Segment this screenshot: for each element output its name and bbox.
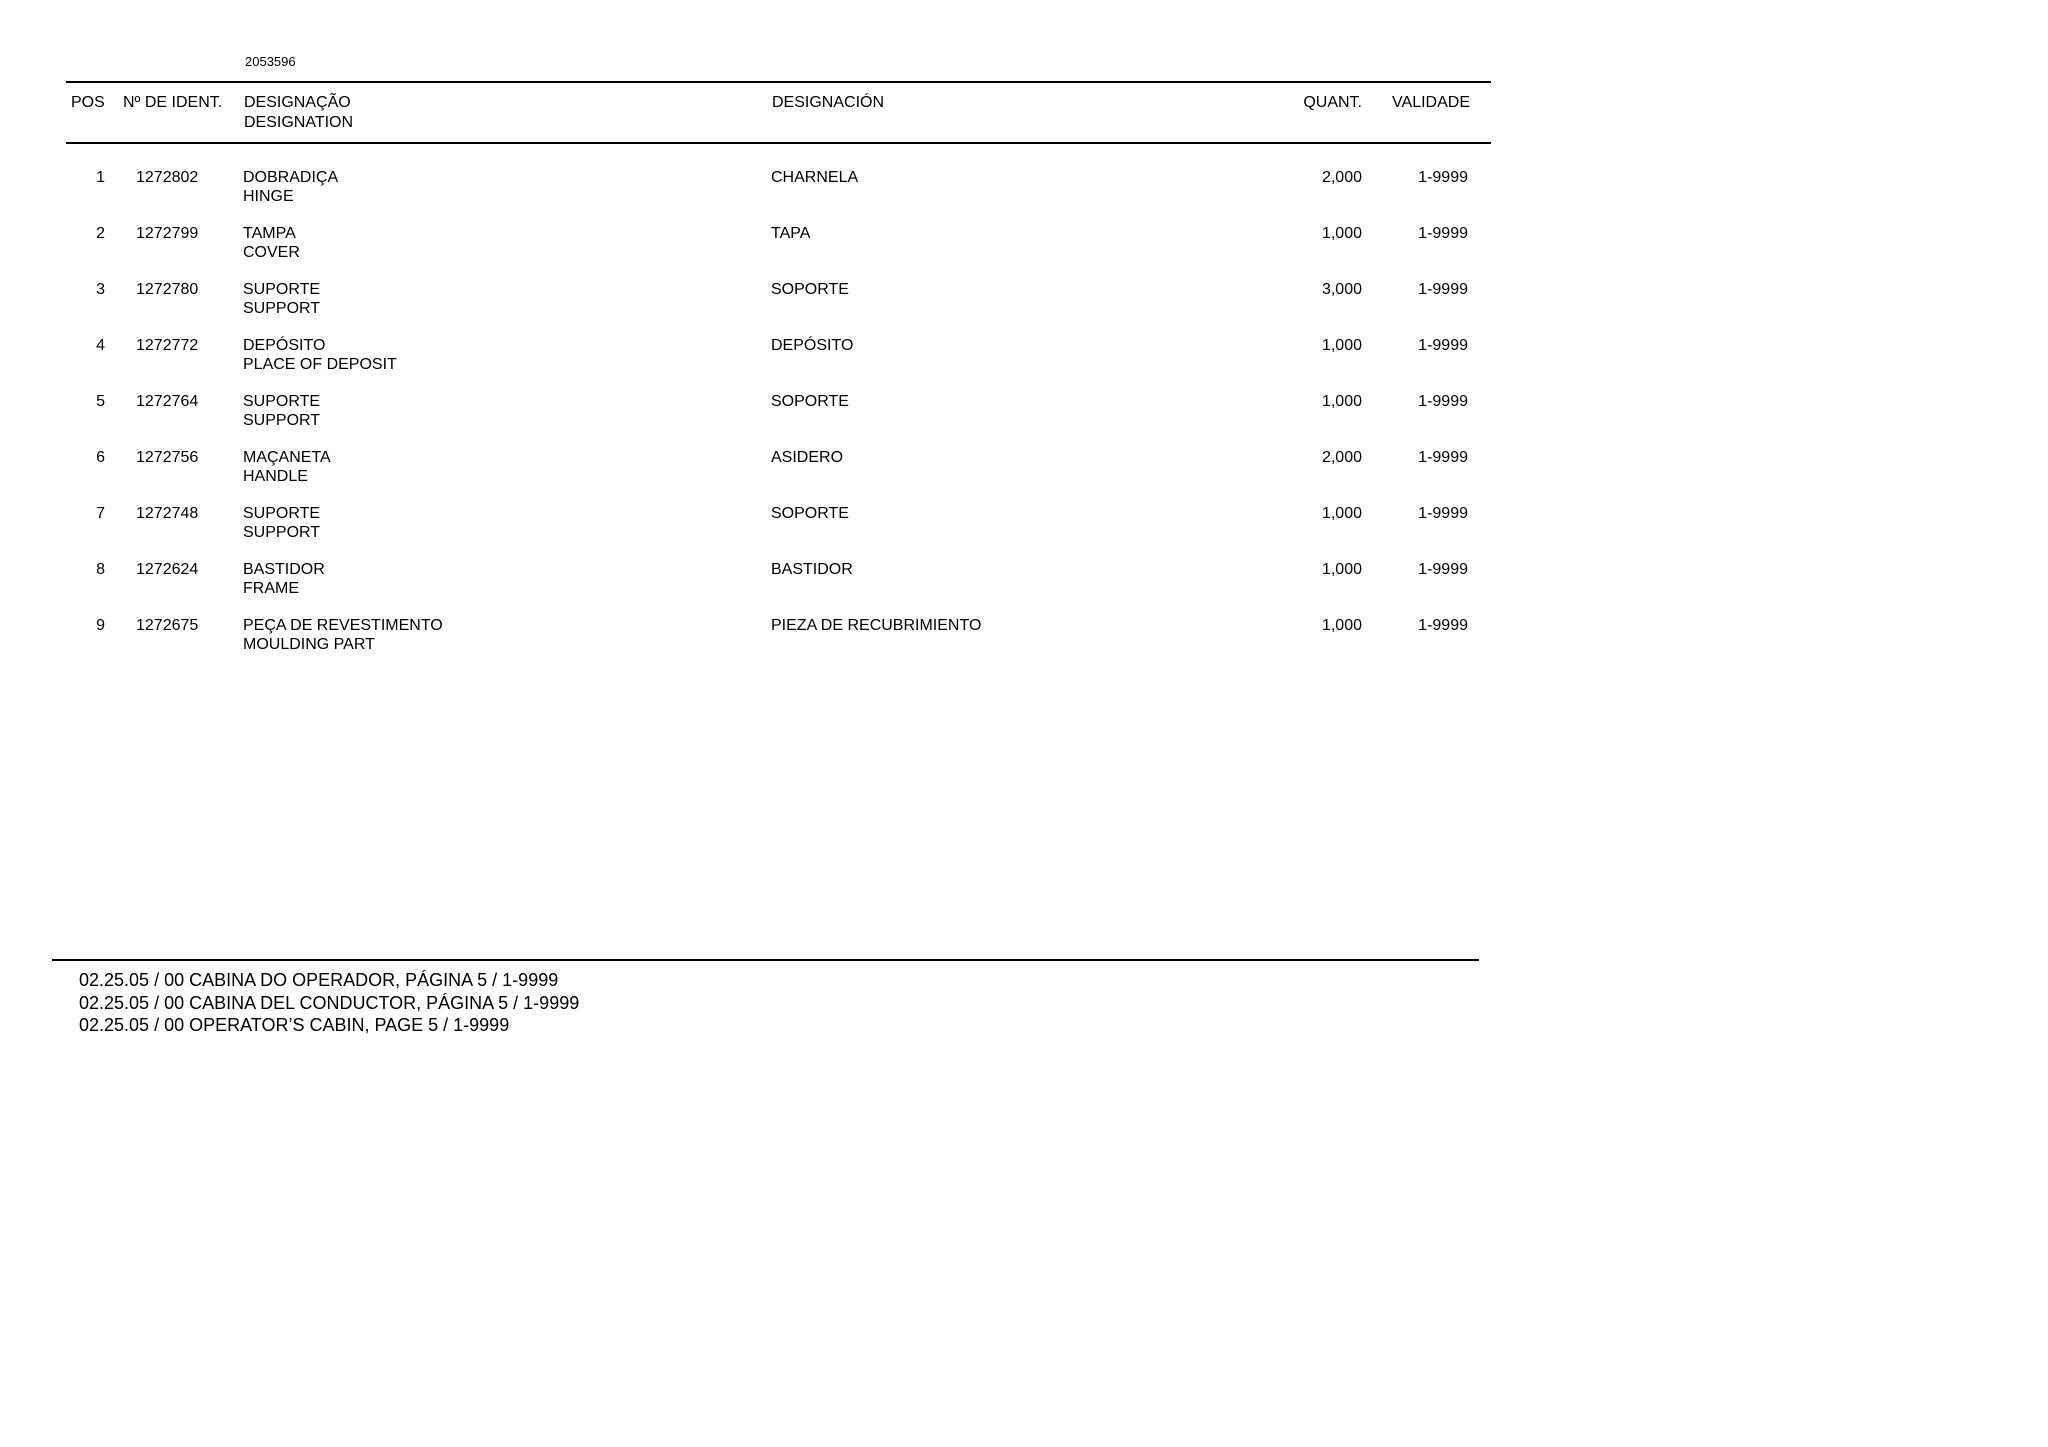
row-designation-pt: SUPORTE xyxy=(243,281,321,298)
footer-divider xyxy=(52,959,1479,961)
row-designation-es: SOPORTE xyxy=(771,393,849,410)
table-row xyxy=(0,617,1549,673)
header-designation-en: DESIGNATION xyxy=(244,114,354,131)
row-designation-pt: SUPORTE xyxy=(243,505,321,522)
row-validity: 1-9999 xyxy=(1418,617,1468,634)
row-designation-en: SUPPORT xyxy=(243,300,321,317)
row-pos: 9 xyxy=(96,617,105,634)
table-top-divider xyxy=(66,81,1491,83)
row-quantity: 1,000 xyxy=(1321,337,1362,354)
row-quantity: 1,000 xyxy=(1321,561,1362,578)
row-designation-es: SOPORTE xyxy=(771,281,849,298)
row-designation-es: BASTIDOR xyxy=(771,561,853,578)
row-quantity: 1,000 xyxy=(1321,617,1362,634)
row-designation-pt: BASTIDOR xyxy=(243,561,325,578)
table-header-divider xyxy=(66,142,1491,144)
header-quantity: QUANT. xyxy=(1303,94,1362,111)
table-row xyxy=(0,281,1549,337)
row-ident-number: 1272756 xyxy=(136,449,199,466)
row-pos: 2 xyxy=(96,225,105,242)
row-ident-number: 1272675 xyxy=(136,617,199,634)
parts-table-body xyxy=(0,169,1549,673)
row-pos: 1 xyxy=(96,169,105,186)
row-validity: 1-9999 xyxy=(1418,505,1468,522)
row-designation-en: HANDLE xyxy=(243,468,308,485)
row-quantity: 3,000 xyxy=(1321,281,1362,298)
row-designation-es: CHARNELA xyxy=(771,169,859,186)
row-designation-pt: SUPORTE xyxy=(243,393,321,410)
row-ident-number: 1272799 xyxy=(136,225,199,242)
row-pos: 4 xyxy=(96,337,105,354)
row-quantity: 1,000 xyxy=(1321,505,1362,522)
table-row xyxy=(0,337,1549,393)
header-pos: POS xyxy=(71,94,105,111)
row-quantity: 1,000 xyxy=(1321,393,1362,410)
row-quantity: 2,000 xyxy=(1321,449,1362,466)
row-designation-pt: DOBRADIÇA xyxy=(243,169,339,186)
row-validity: 1-9999 xyxy=(1418,337,1468,354)
row-designation-en: SUPPORT xyxy=(243,412,321,429)
row-validity: 1-9999 xyxy=(1418,393,1468,410)
row-quantity: 2,000 xyxy=(1321,169,1362,186)
footer-line-es: 02.25.05 / 00 CABINA DEL CONDUCTOR, PÁGINA 5 / 1-9999 xyxy=(79,992,580,1013)
table-row xyxy=(0,449,1549,505)
row-designation-pt: MAÇANETA xyxy=(243,449,331,466)
table-row xyxy=(0,169,1549,225)
page-footer xyxy=(79,969,579,1037)
row-ident-number: 1272802 xyxy=(136,169,199,186)
header-designation-es: DESIGNACIÓN xyxy=(772,94,885,111)
row-designation-pt: DEPÓSITO xyxy=(243,337,326,354)
row-ident-number: 1272780 xyxy=(136,281,199,298)
table-row xyxy=(0,561,1549,617)
row-pos: 8 xyxy=(96,561,105,578)
row-validity: 1-9999 xyxy=(1418,281,1468,298)
header-designation-pt: DESIGNAÇÃO xyxy=(244,94,351,111)
header-validity: VALIDADE xyxy=(1392,94,1470,111)
header-ident-number: Nº DE IDENT. xyxy=(123,94,223,111)
row-designation-pt: PEÇA DE REVESTIMENTO xyxy=(243,617,443,634)
footer-line-pt: 02.25.05 / 00 CABINA DO OPERADOR, PÁGINA 5 / 1-9999 xyxy=(79,970,559,990)
row-designation-en: SUPPORT xyxy=(243,524,321,541)
row-ident-number: 1272772 xyxy=(136,337,199,354)
footer-line-en: 02.25.05 / 00 OPERATOR’S CABIN, PAGE 5 / 1-9999 xyxy=(79,1015,510,1035)
row-designation-es: SOPORTE xyxy=(771,505,849,522)
row-designation-en: COVER xyxy=(243,244,300,261)
row-designation-en: FRAME xyxy=(243,580,299,597)
row-designation-es: PIEZA DE RECUBRIMIENTO xyxy=(771,617,982,634)
row-ident-number: 1272764 xyxy=(136,393,199,410)
row-designation-es: TAPA xyxy=(771,225,811,242)
row-pos: 3 xyxy=(96,281,105,298)
row-designation-es: ASIDERO xyxy=(771,449,844,466)
row-designation-es: DEPÓSITO xyxy=(771,337,854,354)
row-pos: 6 xyxy=(96,449,105,466)
table-row xyxy=(0,225,1549,281)
row-designation-en: HINGE xyxy=(243,188,294,205)
row-pos: 7 xyxy=(96,505,105,522)
row-designation-en: PLACE OF DEPOSIT xyxy=(243,356,397,373)
row-ident-number: 1272624 xyxy=(136,561,199,578)
table-row xyxy=(0,393,1549,449)
row-validity: 1-9999 xyxy=(1418,449,1468,466)
row-ident-number: 1272748 xyxy=(136,505,199,522)
document-id: 2053596 xyxy=(245,54,296,69)
row-pos: 5 xyxy=(96,393,105,410)
row-validity: 1-9999 xyxy=(1418,561,1468,578)
row-quantity: 1,000 xyxy=(1321,225,1362,242)
row-designation-en: MOULDING PART xyxy=(243,636,375,653)
table-row xyxy=(0,505,1549,561)
row-validity: 1-9999 xyxy=(1418,169,1468,186)
row-validity: 1-9999 xyxy=(1418,225,1468,242)
row-designation-pt: TAMPA xyxy=(243,225,296,242)
